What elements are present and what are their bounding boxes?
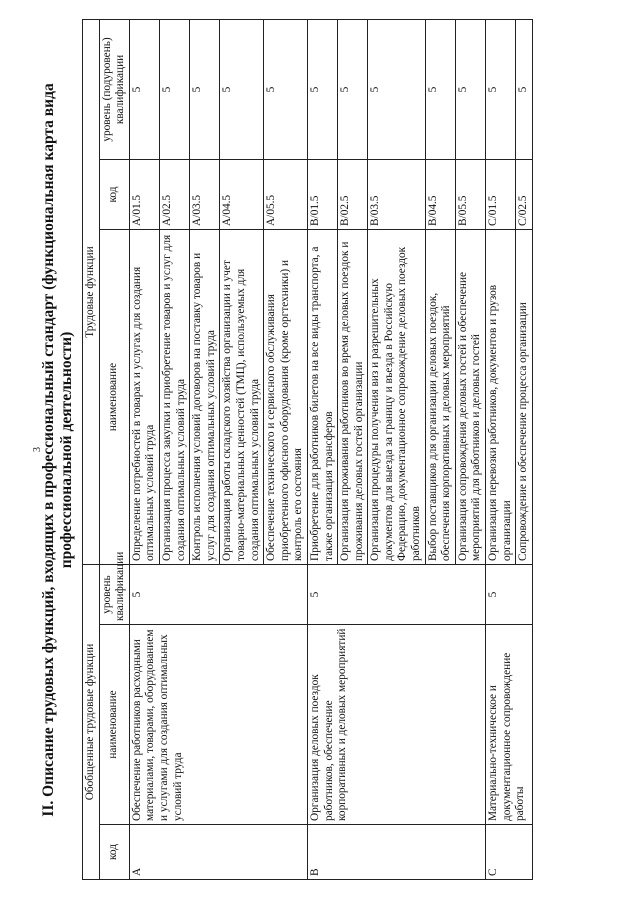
sub-code: B/05.5 [455, 159, 485, 229]
sub-name: Организация процесса закупки и приобретение товаров и услуг для создания оптимальных условий труда [159, 229, 189, 564]
gen-code: B [307, 825, 485, 880]
sub-code: A/05.5 [264, 159, 308, 229]
gen-level: 5 [486, 564, 533, 624]
sub-name: Контроль исполнения условий договоров на поставку товаров и услуг для создания оптимальных условий труда [190, 229, 220, 564]
header-name: наименование [99, 625, 129, 825]
header-sub-code: код [99, 159, 129, 229]
gen-name: Организация деловых поездок работников, обеспечение корпоративных и деловых мероприятий [307, 625, 485, 825]
sub-name: Приобретение для работников билетов на все виды транспорта, а также организация трансферов [307, 229, 337, 564]
sub-name: Организация процедуры получения виз и разрешительных документов для выезда за границу и въезда в Российскую Федерацию, документационное сопровождение деловых поездок работников [368, 229, 425, 564]
header-code: код [99, 825, 129, 880]
sub-level: 5 [190, 19, 220, 159]
sub-code: A/03.5 [190, 159, 220, 229]
sub-level: 5 [264, 19, 308, 159]
header-sub-level: уровень (подуровень) квалификации [99, 19, 129, 159]
header-generalized-functions: Обобщенные трудовые функции [83, 564, 100, 879]
gen-level: 5 [307, 564, 485, 624]
sub-level: 5 [368, 19, 425, 159]
gen-code: A [129, 825, 307, 880]
gen-level: 5 [129, 564, 307, 624]
sub-code: A/04.5 [220, 159, 264, 229]
sub-name: Организация работы складского хозяйства организации и учет товарно-материальных ценностей (ТМЦ), используемых для создания оптимальных условий труда [220, 229, 264, 564]
sub-code: C/01.5 [486, 159, 516, 229]
sub-level: 5 [159, 19, 189, 159]
header-labor-functions: Трудовые функции [83, 19, 100, 564]
sub-name: Организация перевозки работников, документов и грузов организации [486, 229, 516, 564]
functional-map-table [82, 19, 533, 880]
sub-code: B/04.5 [425, 159, 455, 229]
table-row [129, 19, 159, 879]
sub-name: Определение потребностей в товарах и услугах для создания оптимальных условий труда [129, 229, 159, 564]
section-heading: II. Описание трудовых функций, входящих в профессиональный стандарт (функциональная карта вида профессиональной деятельности) [40, 83, 75, 817]
gen-name: Материально-техническое и документационное сопровождение работы [486, 625, 533, 825]
gen-name: Обеспечение работников расходными материалами, товарами, оборудованием и услугами для создания оптимальных условий труда [129, 625, 307, 825]
table-row [307, 19, 337, 879]
sub-code: A/01.5 [129, 159, 159, 229]
sub-code: B/01.5 [307, 159, 337, 229]
header-sub-name: наименование [99, 229, 129, 564]
page-number: 3 [32, 447, 43, 452]
sub-code: B/02.5 [338, 159, 368, 229]
sub-name: Обеспечение технического и сервисного обслуживания приобретенного офисного оборудования (кроме оргтехники) и контроль его состояния [264, 229, 308, 564]
sub-level: 5 [486, 19, 516, 159]
sub-level: 5 [516, 19, 533, 159]
document-sheet [40, 20, 640, 880]
sub-level: 5 [307, 19, 337, 159]
sub-name: Организация проживания работников во время деловых поездок и проживания деловых гостей организации [338, 229, 368, 564]
table-row [486, 19, 516, 879]
sub-code: A/02.5 [159, 159, 189, 229]
sub-name: Сопровождение и обеспечение процесса организации [516, 229, 533, 564]
sub-name: Организация сопровождения деловых гостей и обеспечение мероприятий для работников и деловых гостей [455, 229, 485, 564]
sub-level: 5 [425, 19, 455, 159]
sub-level: 5 [338, 19, 368, 159]
sub-level: 5 [129, 19, 159, 159]
sub-code: B/03.5 [368, 159, 425, 229]
sub-level: 5 [220, 19, 264, 159]
sub-level: 5 [455, 19, 485, 159]
sub-name: Выбор поставщиков для организации деловых поездок, обеспечения корпоративных и деловых мероприятий [425, 229, 455, 564]
sub-code: C/02.5 [516, 159, 533, 229]
header-level: уровень квалификации [99, 564, 129, 624]
gen-code: C [486, 825, 533, 880]
